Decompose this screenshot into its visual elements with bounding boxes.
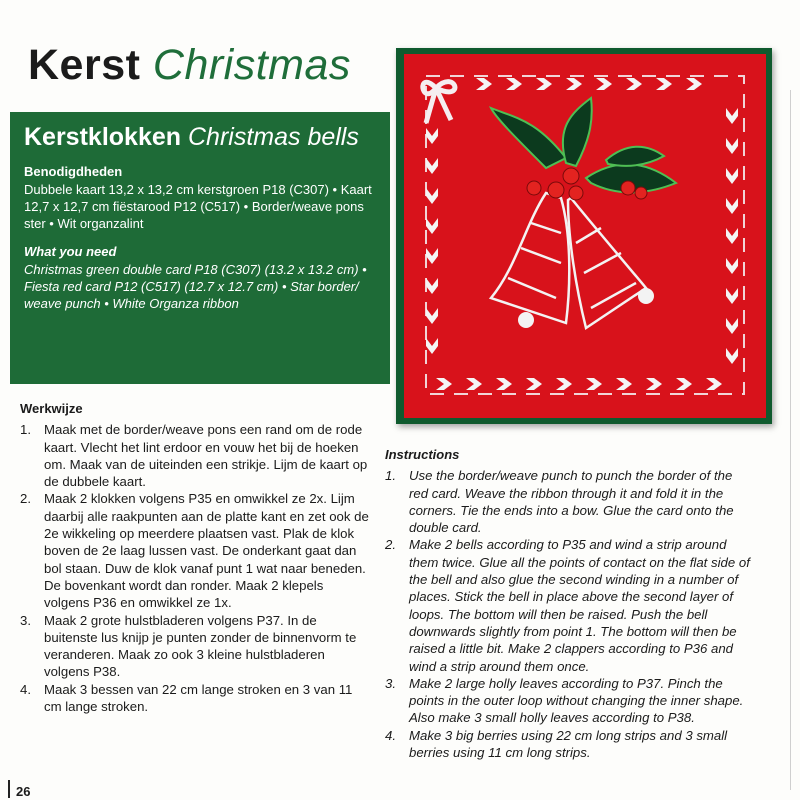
materials-text-english: Christmas green double card P18 (C307) (13.2 x 13.2 cm) • Fiesta red card P12 (C517) (12.7 x 12.7 cm) • Star border/ weave punch • White Organza ribbon bbox=[24, 261, 367, 311]
page-title bbox=[28, 41, 351, 89]
list-item: 3. Maak 2 grote hulstbladeren volgens P37. In de buitenste lus knijp je punten zonder de binnenvorm te veranderen. Maak zo ook 3 kleine hulstbladeren volgens P38. bbox=[20, 612, 357, 680]
english-steps-list bbox=[385, 467, 755, 761]
materials-text-dutch: Dubbele kaart 13,2 x 13,2 cm kerstgroen P18 (C307) • Kaart 12,7 x 12,7 cm fiëstarood P12 (C517) • Border/weave pons ster • Wit organzalint bbox=[24, 181, 372, 231]
list-item: 2. Make 2 bells according to P35 and wind a strip around them twice. Glue all the points of contact on the flat side of the bell and also glue the second winding in a number of places. Stick the bell in place above the second layer of loops. The bottom will then be raised. Push the bell downwards slightly from point 1. The bottom will then be raised a little bit. Make 2 clappers according to P36 and wind a strip around them once. bbox=[385, 537, 750, 674]
card-photo bbox=[396, 48, 772, 424]
project-title-english: Christmas bells bbox=[187, 123, 359, 151]
english-instructions bbox=[385, 446, 755, 761]
page-number: 26 bbox=[16, 784, 31, 799]
list-item: 3. Make 2 large holly leaves according to P37. Pinch the points in the outer loop without changing the inner shape. Also make 3 small holly leaves according to P38. bbox=[385, 675, 744, 726]
page-edge-divider bbox=[790, 90, 791, 790]
project-title-dutch: Kerstklokken bbox=[24, 123, 182, 151]
dutch-steps-list bbox=[20, 421, 370, 715]
list-item: 2. Maak 2 klokken volgens P35 en omwikkel ze 2x. Lijm daarbij alle raakpunten aan de platte kant en zet ook de 2e wikkeling op meerdere plaatsen vast. Plak de klok boven de 2e laag lussen vast. De onderkant gaat dan bol staan. Duw de klok vanaf punt 1 wat naar beneden. De bovenkant wordt dan ronder. Maak 2 klepels volgens P36 en omwikkel ze 1x. bbox=[20, 491, 369, 611]
dutch-instructions bbox=[20, 400, 370, 715]
christmas-card-illustration bbox=[396, 48, 772, 424]
instructions-heading: Instructions bbox=[385, 447, 460, 462]
title-english: Christmas bbox=[152, 41, 351, 89]
list-item: 1. Use the border/weave punch to punch the border of the red card. Weave the ribbon through it and fold it in the corners. Tie the ends into a bow. Glue the card onto the double card. bbox=[385, 468, 734, 536]
title-dutch: Kerst bbox=[28, 41, 141, 89]
page-number-bar bbox=[8, 780, 10, 798]
materials-heading-dutch: Benodigdheden bbox=[24, 163, 123, 179]
project-title bbox=[24, 124, 390, 152]
materials-heading-english: What you need bbox=[24, 243, 117, 259]
materials-box bbox=[10, 112, 390, 384]
list-item: 1. Maak met de border/weave pons een rand om de rode kaart. Vlecht het lint erdoor en vouw het bij de hoeken om. Maak van de uiteinden een strikje. Lijm de kaart op de dubbele kaart. bbox=[20, 422, 368, 490]
list-item: 4. Maak 3 bessen van 22 cm lange stroken en 3 van 11 cm lange stroken. bbox=[20, 681, 353, 715]
list-item: 4. Make 3 big berries using 22 cm long strips and 3 small berries using 11 cm long strips. bbox=[385, 727, 728, 761]
werkwijze-heading: Werkwijze bbox=[20, 401, 83, 416]
